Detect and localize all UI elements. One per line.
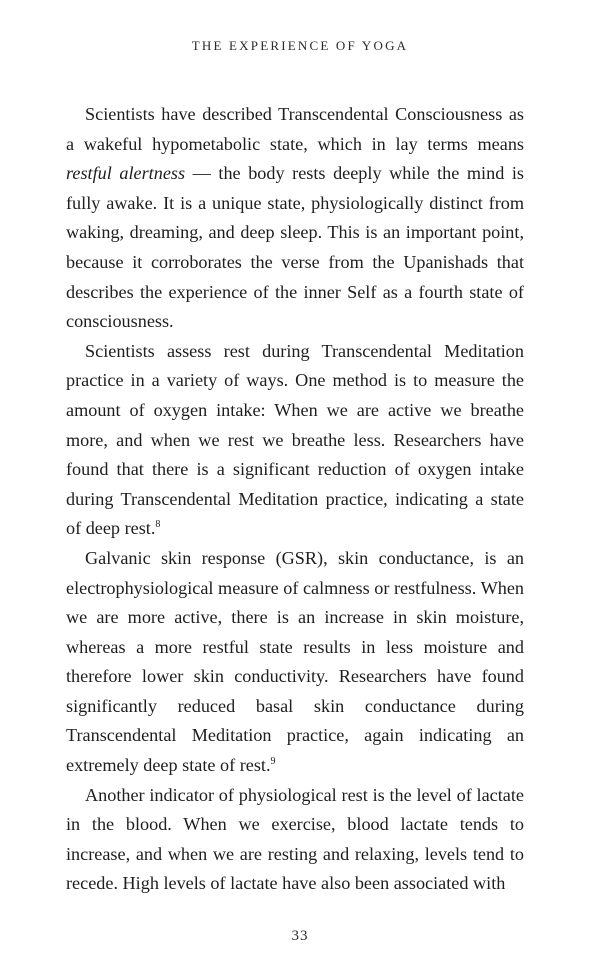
- running-head: THE EXPERIENCE OF YOGA: [191, 38, 409, 53]
- paragraph-4: [66, 781, 524, 899]
- paragraph-1: [66, 100, 524, 337]
- paragraph-3-text: Galvanic skin response (GSR), skin conductance, is an electrophysiological measure of calmness or restfulness. When we are more active, there is an increase in skin moisture, whereas a more restful state results in less moisture and therefore lower skin conductivity. Researchers have found significantly reduced basal skin conductance during Transcendental Meditation practice, again indicating an extremely deep state of rest.: [66, 547, 524, 776]
- body-text: [66, 100, 524, 899]
- page-number: 33: [291, 928, 309, 944]
- paragraph-3: [66, 544, 524, 781]
- paragraph-1-italic-term: restful alertness: [66, 163, 186, 184]
- footnote-marker-9: 9: [270, 756, 276, 768]
- footnote-marker-8: 8: [155, 519, 161, 531]
- paragraph-4-text: Another indicator of physiological rest is the level of lactate in the blood. When we exercise, blood lactate tends to increase, and when we are resting and relaxing, levels tend to recede. High levels of lactate have also been associated with: [66, 784, 524, 894]
- paragraph-1-text-a: Scientists have described Transcendental Consciousness as a wakeful hypometabolic state, which in lay terms means: [66, 104, 524, 154]
- paragraph-2: [66, 337, 524, 544]
- paragraph-1-text-b: — the body rests deeply while the mind is fully awake. It is a unique state, physiologically distinct from waking, dreaming, and deep sleep. This is an important point, because it corroborates the verse from the Upanishads that describes the experience of the inner Self as a fourth state of consciousness.: [66, 163, 524, 332]
- paragraph-2-text: Scientists assess rest during Transcendental Meditation practice in a variety of ways. One method is to measure the amount of oxygen intake: When we are active we breathe more, and when we rest we breathe less. Researchers have found that there is a significant reduction of oxygen intake during Transcendental Meditation practice, indicating a state of deep rest.: [66, 340, 524, 539]
